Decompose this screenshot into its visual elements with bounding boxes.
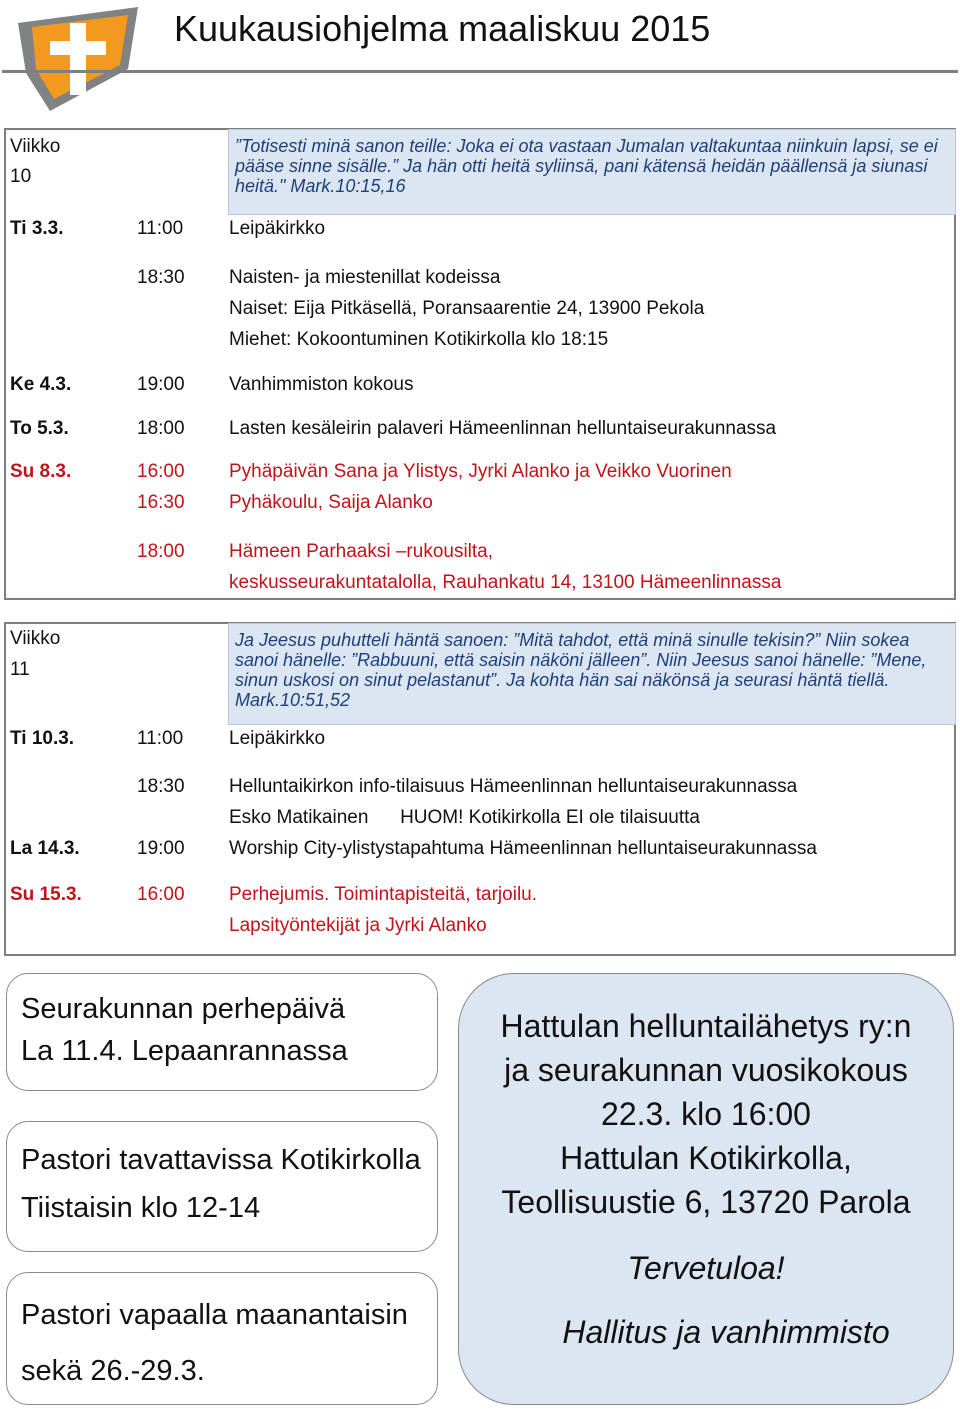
cross-shield-logo-icon: [10, 3, 150, 115]
event-time: 18:00: [137, 541, 185, 562]
event-text: Miehet: Kokoontuminen Kotikirkolla klo 18:15: [229, 329, 609, 350]
event-time: 18:30: [137, 776, 185, 797]
event-time: 19:00: [137, 374, 185, 395]
family-day-note: [6, 973, 438, 1091]
welcome-text: Tervetuloa!: [627, 1250, 785, 1286]
annual-meeting-notice: [458, 973, 954, 1405]
note-line: sekä 26.-29.3.: [21, 1355, 205, 1387]
notice-line: Hattulan helluntailähetys ry:n: [500, 1008, 912, 1044]
event-time: 11:00: [137, 218, 184, 239]
event-text: Leipäkirkko: [229, 218, 326, 239]
notice-line: Teollisuustie 6, 13720 Parola: [501, 1184, 911, 1220]
event-text: Pyhäpäivän Sana ja Ylistys, Jyrki Alanko ja Veikko Vuorinen: [229, 461, 732, 482]
signature-text: Hallitus ja vanhimmisto: [562, 1314, 890, 1350]
event-text: Lapsityöntekijät ja Jyrki Alanko: [229, 915, 487, 936]
event-text: Helluntaikirkon info-tilaisuus Hämeenlinnan helluntaiseurakunnassa: [229, 776, 798, 797]
event-day: To 5.3.: [10, 418, 69, 439]
note-line: Pastori tavattavissa Kotikirkolla: [21, 1144, 421, 1176]
event-time: 18:30: [137, 267, 185, 288]
bible-quote: Ja Jeesus puhutteli häntä sanoen: ”Mitä tahdot, että minä sinulle tekisin?” Niin sokea sanoi hänelle: ”Rabbuuni, että saisin näköni jälleen”. Niin Jeesus sanoi hänelle: ”Mene, sinun uskosi on sinut pelastanut”. Ja kohta hän sai näkönsä ja seurasi häntä tiellä. Mark.10:51,52: [228, 623, 956, 725]
event-day: Su 8.3.: [10, 461, 72, 482]
note-line: La 11.4. Lepaanrannassa: [21, 1035, 348, 1067]
event-day: Ti 3.3.: [10, 218, 64, 239]
event-text: Hämeen Parhaaksi –rukousilta,: [229, 541, 494, 562]
event-text: Naisten- ja miestenillat kodeissa: [229, 267, 501, 288]
notice-line: ja seurakunnan vuosikokous: [504, 1052, 908, 1088]
notice-line: Hattulan Kotikirkolla,: [560, 1140, 852, 1176]
event-day: Ke 4.3.: [10, 374, 72, 395]
note-line: Seurakunnan perhepäivä: [21, 993, 346, 1025]
event-text: Perhejumis. Toimintapisteitä, tarjoilu.: [229, 884, 538, 905]
event-text: Worship City-ylistystapahtuma Hämeenlinnan helluntaiseurakunnassa: [229, 838, 817, 859]
event-text: Leipäkirkko: [229, 728, 326, 749]
event-text: keskusseurakuntatalolla, Rauhankatu 14, 13100 Hämeenlinnassa: [229, 572, 782, 593]
week-10-section: [4, 128, 956, 600]
event-time: 16:00: [137, 461, 185, 482]
event-time: 11:00: [137, 728, 184, 749]
pastor-availability-note: [6, 1121, 438, 1252]
event-day: Su 15.3.: [10, 884, 82, 905]
event-time: 16:00: [137, 884, 185, 905]
event-day: Ti 10.3.: [10, 728, 75, 749]
title-divider: [2, 70, 958, 73]
week-label: Viikko: [10, 628, 61, 649]
pastor-off-note: [6, 1272, 438, 1405]
week-number: 11: [10, 659, 30, 680]
event-text: Naiset: Eija Pitkäsellä, Poransaarentie 24, 13900 Pekola: [229, 298, 705, 319]
event-time: 16:30: [137, 492, 185, 513]
event-text: Pyhäkoulu, Saija Alanko: [229, 492, 433, 513]
page-title: Kuukausiohjelma maaliskuu 2015: [174, 8, 711, 49]
bible-quote: ”Totisesti minä sanon teille: Joka ei ota vastaan Jumalan valtakuntaa niinkuin lapsi, se ei pääse sinne sisälle.” Ja hän otti heitä syliinsä, pani kätensä heidän päällensä ja siunasi heitä." Mark.10:15,16: [228, 129, 956, 215]
note-line: Tiistaisin klo 12-14: [21, 1192, 261, 1224]
note-line: Pastori vapaalla maanantaisin: [21, 1299, 408, 1331]
week-label: Viikko: [10, 136, 61, 157]
event-text: Vanhimmiston kokous: [229, 374, 414, 395]
event-time: 19:00: [137, 838, 185, 859]
event-time: 18:00: [137, 418, 185, 439]
notice-line: 22.3. klo 16:00: [601, 1096, 811, 1132]
week-number: 10: [10, 166, 32, 187]
event-text: Esko Matikainen HUOM! Kotikirkolla EI ole tilaisuutta: [229, 807, 700, 828]
event-text: Lasten kesäleirin palaveri Hämeenlinnan helluntaiseurakunnassa: [229, 418, 777, 439]
event-day: La 14.3.: [10, 838, 80, 859]
